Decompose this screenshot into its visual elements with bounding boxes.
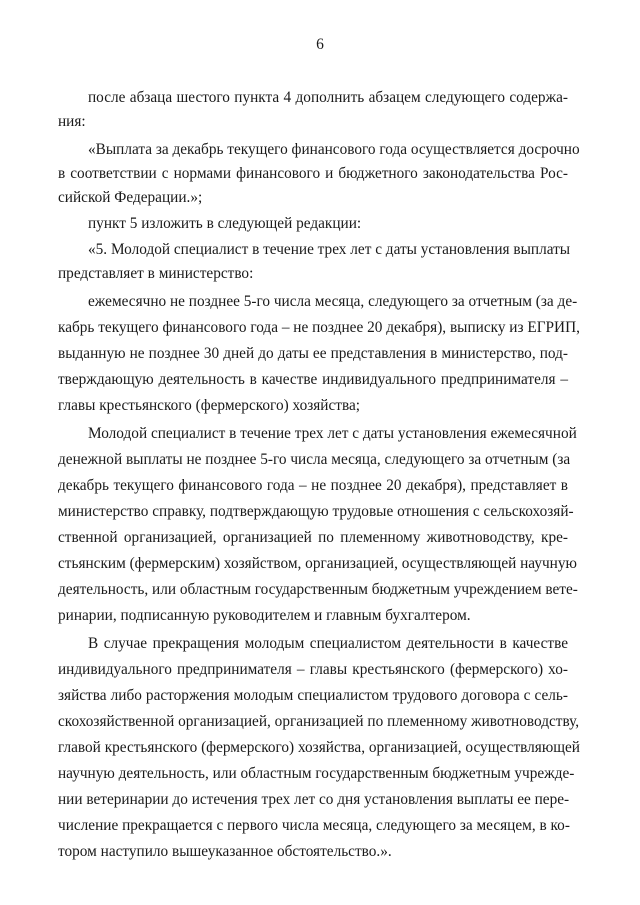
text-line: В случае прекращения молодым специалистом деятельности в качестве bbox=[88, 635, 568, 652]
text-line: индивидуального предпринимателя – главы крестьянского (фермерского) хо- bbox=[58, 661, 568, 678]
text-line: числение прекращается с первого числа месяца, следующего за месяцем, в ко- bbox=[58, 817, 570, 834]
text-line: министерство справку, подтверждающую трудовые отношения с сельскохозяй- bbox=[58, 503, 574, 520]
text-line: пункт 5 изложить в следующей редакции: bbox=[88, 215, 362, 232]
text-line: денежной выплаты не позднее 5-го числа месяца, следующего за отчетным (за bbox=[58, 451, 571, 468]
text-line: скохозяйственной организацией, организацией по племенному животноводству, bbox=[58, 713, 580, 730]
text-line: декабрь текущего финансового года – не позднее 20 декабря), представляет в bbox=[58, 477, 568, 494]
text-line: ственной организацией, организацией по племенному животноводству, кре- bbox=[58, 529, 568, 546]
text-line: тором наступило вышеуказанное обстоятельство.». bbox=[58, 843, 392, 860]
text-line: зяйства либо расторжения молодым специалистом трудового договора с сель- bbox=[58, 687, 568, 704]
text-line: в соответствии с нормами финансового и бюджетного законодательства Рос- bbox=[58, 165, 568, 182]
text-line: после абзаца шестого пункта 4 дополнить абзацем следующего содержа- bbox=[88, 89, 568, 106]
text-line: главы крестьянского (фермерского) хозяйства; bbox=[58, 397, 361, 414]
text-line: нии ветеринарии до истечения трех лет со дня установления выплаты ее пере- bbox=[58, 791, 570, 808]
text-line: представляет в министерство: bbox=[58, 265, 254, 282]
text-line: ния: bbox=[58, 113, 86, 130]
text-line: Молодой специалист в течение трех лет с даты установления ежемесячной bbox=[88, 425, 577, 442]
text-line: «5. Молодой специалист в течение трех лет с даты установления выплаты bbox=[88, 241, 571, 258]
page-number: 6 bbox=[316, 36, 324, 53]
text-line: ринарии, подписанную руководителем и главным бухгалтером. bbox=[58, 607, 471, 624]
text-line: тверждающую деятельность в качестве индивидуального предпринимателя – bbox=[58, 371, 568, 388]
text-line: стьянским (фермерским) хозяйством, организацией, осуществляющей научную bbox=[58, 555, 577, 572]
text-line: ежемесячно не позднее 5-го числа месяца, следующего за отчетным (за де- bbox=[88, 293, 578, 310]
text-line: деятельность, или областным государственным бюджетным учреждением вете- bbox=[58, 581, 578, 598]
text-line: научную деятельность, или областным государственным бюджетным учрежде- bbox=[58, 765, 575, 782]
text-line: кабрь текущего финансового года – не позднее 20 декабря), выписку из ЕГРИП, bbox=[58, 319, 580, 336]
text-line: выданную не позднее 30 дней до даты ее представления в министерство, под- bbox=[58, 345, 568, 362]
text-line: сийской Федерации.»; bbox=[58, 189, 203, 206]
text-line: главой крестьянского (фермерского) хозяйства, организацией, осуществляющей bbox=[58, 739, 580, 756]
text-line: «Выплата за декабрь текущего финансового года осуществляется досрочно bbox=[88, 141, 580, 158]
